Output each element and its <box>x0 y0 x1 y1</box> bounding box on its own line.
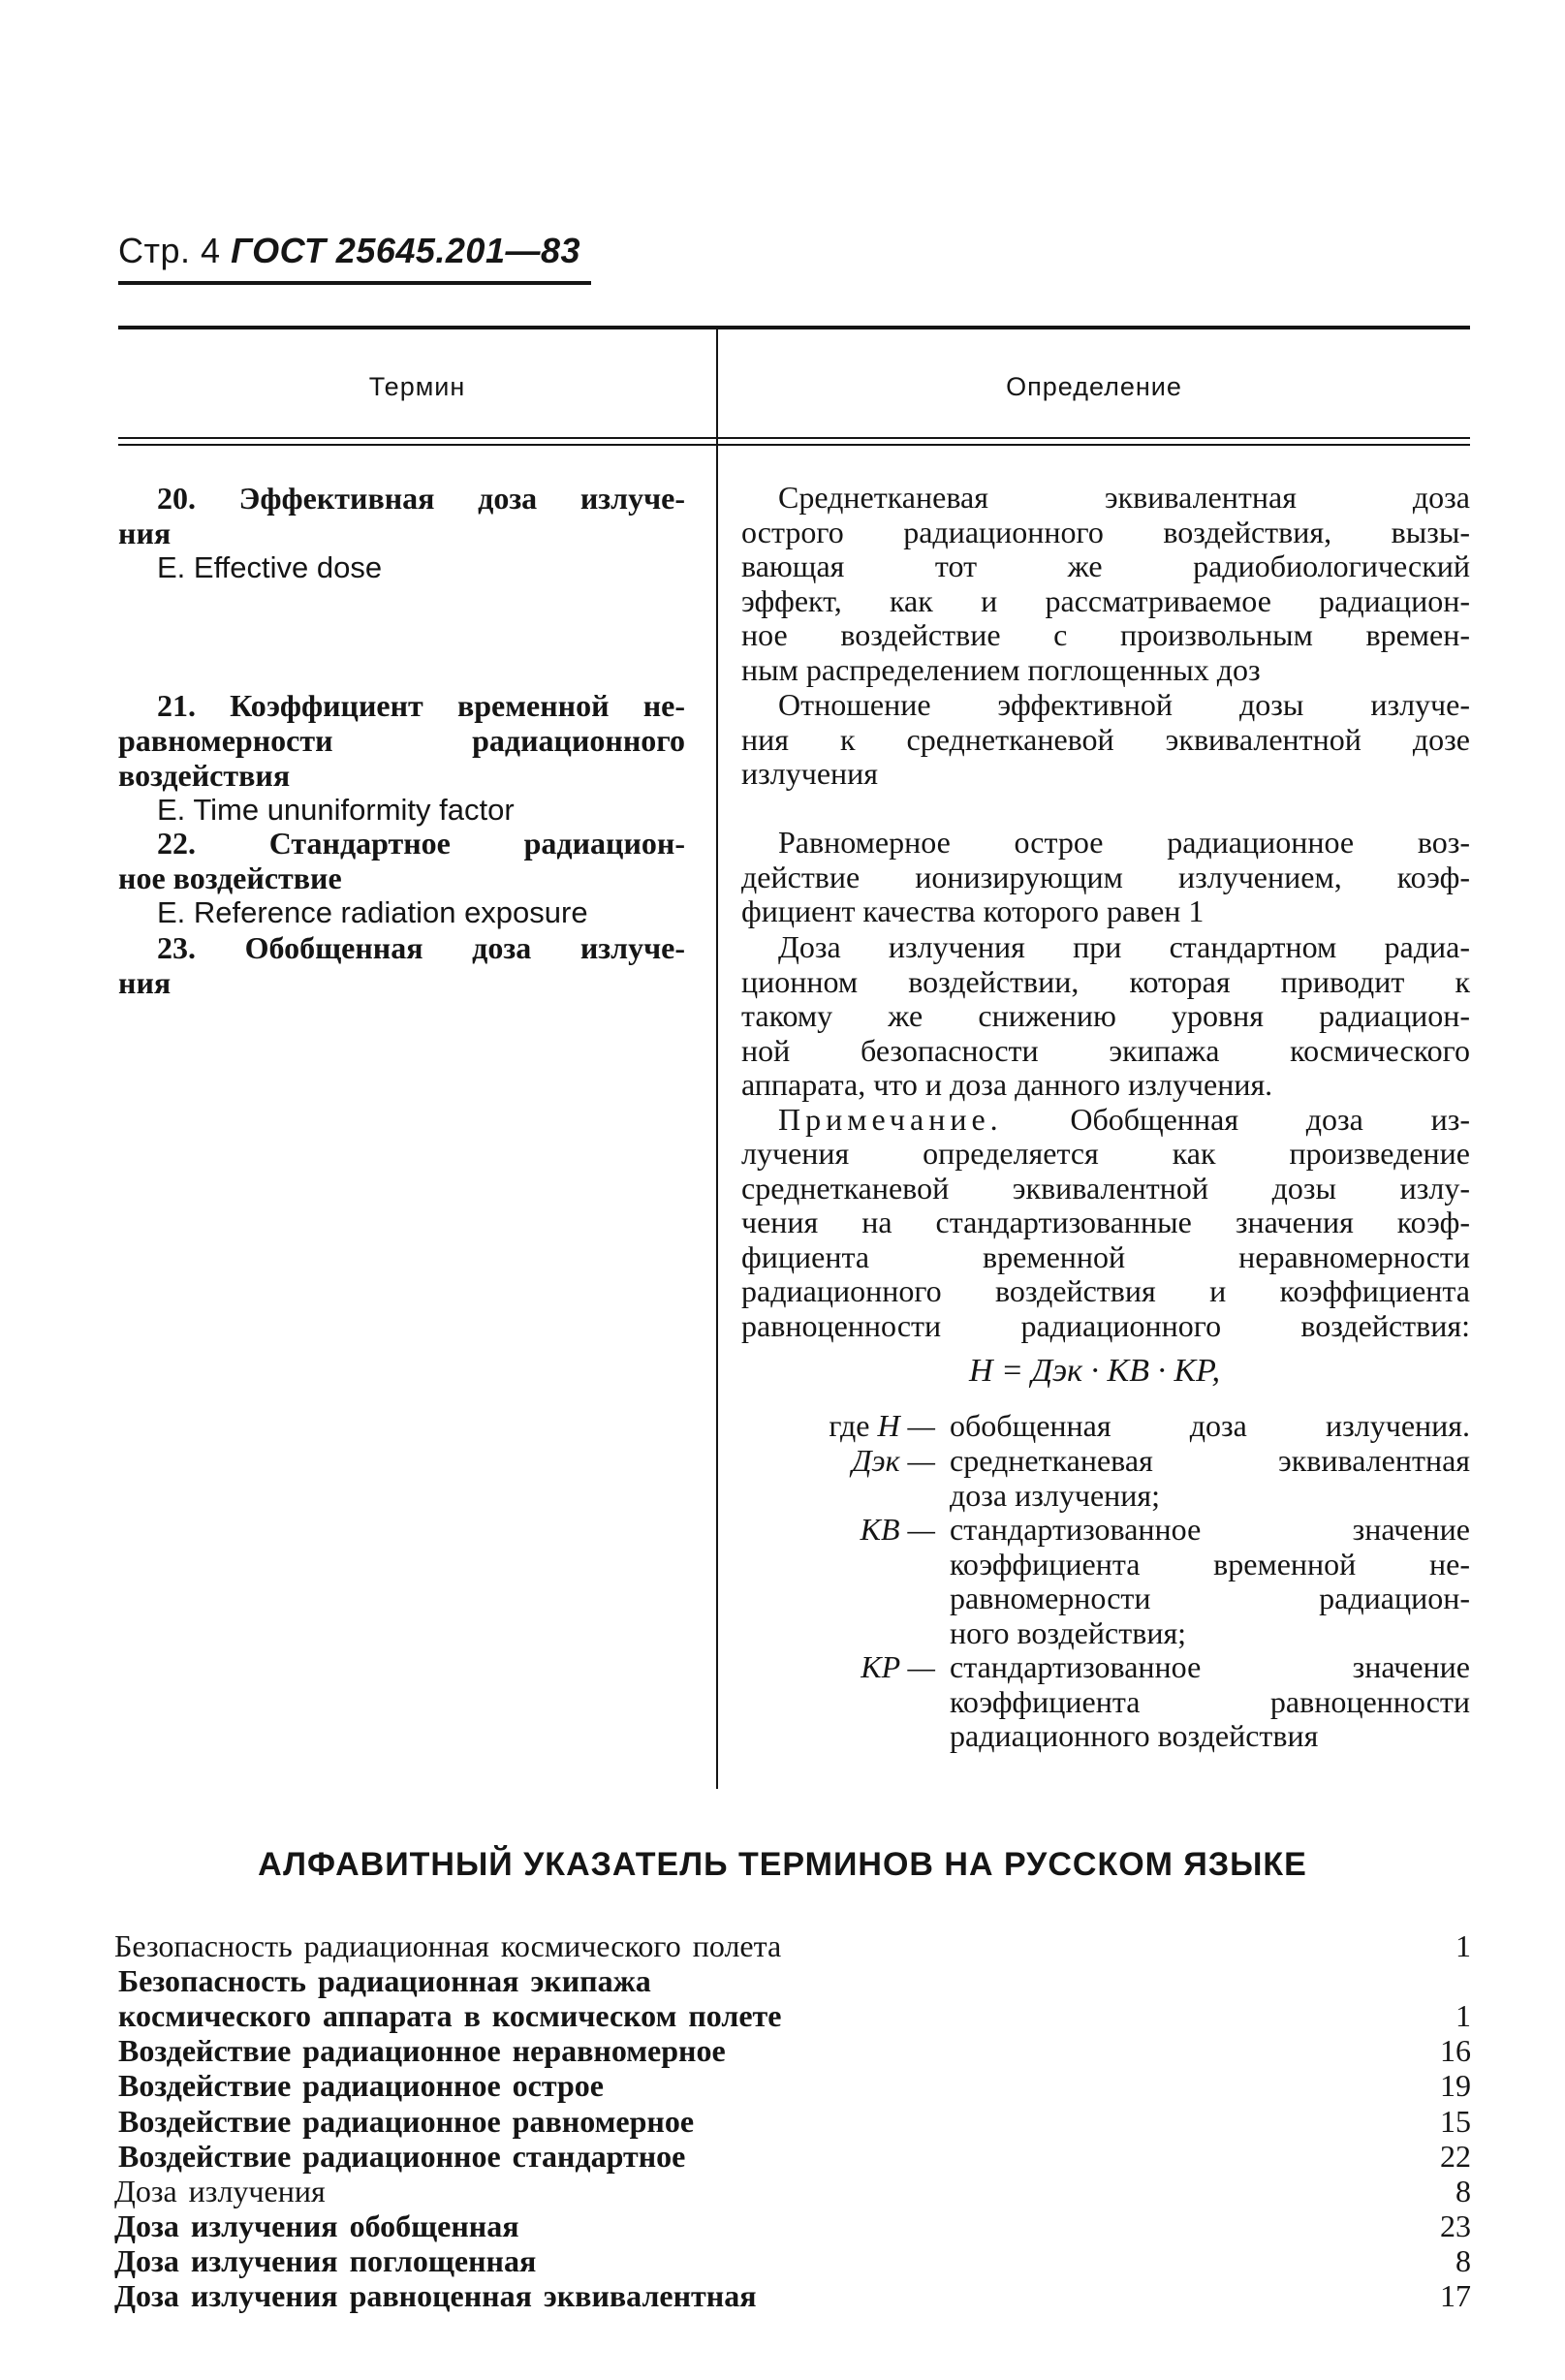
table-header-rule-2 <box>118 444 1470 446</box>
definition-line: излучения <box>741 756 878 791</box>
legend-symbol: KB — <box>860 1512 935 1547</box>
definition-line: действие ионизирующим излучением, коэф- <box>741 859 1470 894</box>
index-page: 22 <box>1440 2139 1471 2174</box>
index-entry <box>114 2243 1471 2279</box>
term-20 <box>118 481 685 585</box>
definition-line: такому же снижению уровня радиацион- <box>741 998 1470 1033</box>
standard-code: ГОСТ 25645.201—83 <box>231 231 581 270</box>
index-term: Воздействие радиационное стандартное <box>118 2139 686 2174</box>
term-23 <box>118 930 685 1000</box>
note-line: радиационного воздействия и коэффициента <box>741 1273 1470 1308</box>
legend-description: стандартизованное значение коэффициента временной не- равномерности радиацион- ного воздействия; <box>950 1512 1470 1650</box>
legend-symbol: Дэк — <box>852 1443 935 1478</box>
index-term: Воздействие радиационное равномерное <box>118 2104 695 2139</box>
index-page: 8 <box>1455 2174 1471 2208</box>
index-term: космического аппарата в космическом полете <box>118 1998 782 2033</box>
definition-line: вающая тот же радиобиологический <box>741 548 1470 583</box>
term-english: E. Time ununiformity factor <box>157 793 515 827</box>
index-page: 23 <box>1440 2208 1471 2243</box>
index-term: Доза излучения обобщенная <box>114 2208 519 2243</box>
definition-line: Равномерное острое радиационное воз- <box>778 825 1470 860</box>
index-page: 1 <box>1455 1998 1471 2033</box>
definition-line: ной безопасности экипажа космического <box>741 1032 1470 1068</box>
index-term: Доза излучения равноценная эквивалентная <box>114 2278 757 2313</box>
page-header <box>118 231 580 271</box>
formula: H = Дэк · KB · KP, <box>969 1353 1221 1389</box>
definition-line: фициент качества которого равен 1 <box>741 893 1205 928</box>
index-page: 19 <box>1440 2068 1471 2103</box>
index-entry <box>114 1998 1471 2034</box>
definition-line: острого радиационного воздействия, вызы- <box>741 514 1470 549</box>
index-page: 15 <box>1440 2104 1471 2139</box>
note-line: среднетканевой эквивалентной дозы излу- <box>741 1170 1470 1206</box>
term-line: ния <box>118 965 172 1000</box>
term-21 <box>118 688 685 828</box>
index-entry <box>114 2139 1471 2175</box>
note-line: фициента временной неравномерности <box>741 1238 1470 1274</box>
index-page: 8 <box>1455 2243 1471 2278</box>
index-term: Воздействие радиационное неравномерное <box>118 2033 726 2068</box>
column-header-definition: Определение <box>1006 372 1182 401</box>
definition-line: ционном воздействии, которая приводит к <box>741 963 1470 999</box>
index-title: АЛФАВИТНЫЙ УКАЗАТЕЛЬ ТЕРМИНОВ НА РУССКОМ ЯЗЫКЕ <box>258 1846 1307 1883</box>
index-term: Доза излучения <box>114 2174 326 2208</box>
note-line: равноценности радиационного воздействия: <box>741 1307 1470 1343</box>
index-entry <box>114 2278 1471 2314</box>
term-line: воздействия <box>118 758 291 793</box>
index-term: Безопасность радиационная экипажа <box>118 1963 651 1998</box>
definition-20 <box>741 481 1470 687</box>
note-line: чения на стандартизованные значения коэф- <box>741 1205 1470 1239</box>
definition-22 <box>741 826 1470 929</box>
formula-legend <box>741 1409 1470 1777</box>
index-entry <box>114 1963 1471 1999</box>
definition-line: Отношение эффективной дозы излуче- <box>778 687 1470 722</box>
note-label: Примечание. <box>778 1101 1003 1137</box>
index-page: 1 <box>1455 1928 1471 1963</box>
definition-23 <box>741 930 1470 1343</box>
page-number-label: Стр. 4 <box>118 231 221 270</box>
index-page: 17 <box>1440 2278 1471 2313</box>
term-line: ное воздействие <box>118 861 342 895</box>
term-line: ния <box>118 516 172 550</box>
legend-symbol: где H — <box>829 1408 935 1443</box>
index-term: Доза излучения поглощенная <box>114 2243 537 2278</box>
definition-line: Доза излучения при стандартном радиа- <box>778 929 1470 964</box>
legend-description: стандартизованное значение коэффициента равноценности радиационного воздействия <box>950 1649 1470 1753</box>
index-page: 16 <box>1440 2033 1471 2068</box>
index-entry <box>114 2068 1471 2104</box>
definition-line: ным распределением поглощенных доз <box>741 651 1261 687</box>
term-22 <box>118 826 685 930</box>
definition-line: Среднетканевая эквивалентная доза <box>778 480 1470 515</box>
index-term: Безопасность радиационная космического полета <box>114 1928 782 1963</box>
definition-21 <box>741 688 1470 792</box>
table-top-rule <box>118 326 1470 329</box>
note-line: лучения определяется как произведение <box>741 1136 1470 1171</box>
column-divider <box>716 329 718 1789</box>
term-line: равномерности радиационного <box>118 723 685 758</box>
definition-line: эффект, как и рассматриваемое радиацион- <box>741 582 1470 618</box>
legend-description: среднетканевая эквивалентная доза излучения; <box>950 1443 1470 1513</box>
term-line: 22. Стандартное радиацион- <box>157 826 685 861</box>
note-line: Примечание. Обобщенная доза из- <box>778 1101 1471 1137</box>
index-entry <box>114 2174 1471 2209</box>
header-underline <box>118 281 591 285</box>
column-header-term: Термин <box>368 372 466 401</box>
index-entry <box>114 1928 1471 1964</box>
definition-line: ное воздействие с произвольным времен- <box>741 617 1470 652</box>
index-entry <box>114 2208 1471 2244</box>
term-line: 23. Обобщенная доза излуче- <box>157 930 685 965</box>
term-english: E. Reference radiation exposure <box>157 895 588 929</box>
index-entry <box>114 2104 1471 2140</box>
term-english: E. Effective dose <box>157 550 383 584</box>
term-line: 21. Коэффициент временной не- <box>157 688 685 723</box>
legend-symbol: KP — <box>861 1649 935 1684</box>
index-term: Воздействие радиационное острое <box>118 2068 604 2103</box>
definition-line: аппарата, что и доза данного излучения. <box>741 1067 1273 1102</box>
table-header-rule-1 <box>118 437 1470 439</box>
definition-line: ния к среднетканевой эквивалентной дозе <box>741 721 1470 757</box>
legend-description: обобщенная доза излучения. <box>950 1408 1470 1443</box>
term-line: 20. Эффективная доза излуче- <box>157 481 685 516</box>
index-entry <box>114 2033 1471 2069</box>
